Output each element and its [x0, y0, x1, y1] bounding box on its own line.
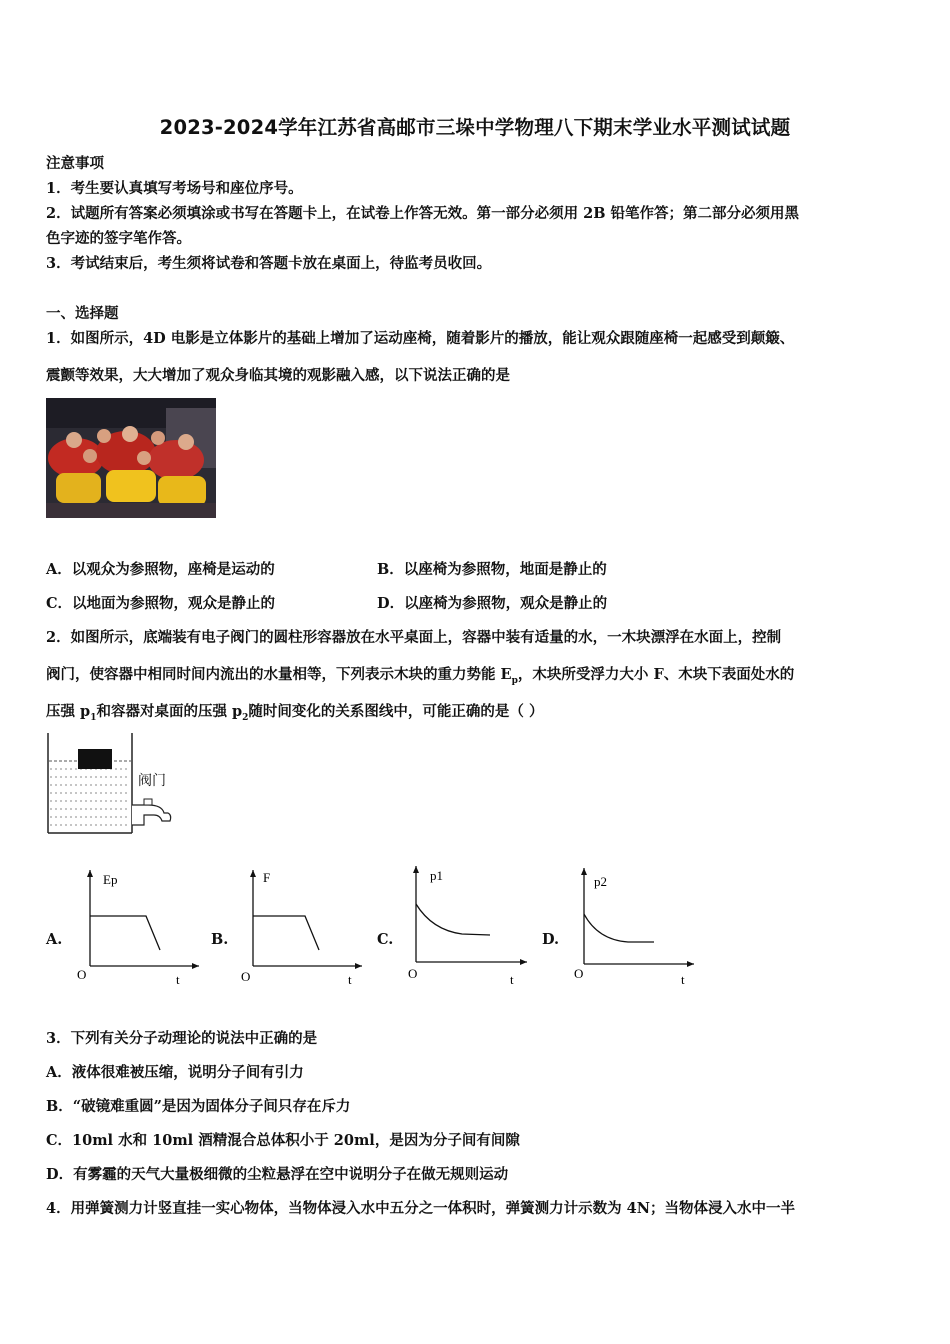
- q3-option-a: A．液体很难被压缩，说明分子间有引力: [46, 1064, 304, 1081]
- notice-item: 1．考生要认真填写考场号和座位序号。: [46, 180, 303, 197]
- q1-option-b: B．以座椅为参照物，地面是静止的: [377, 561, 607, 578]
- q3-option-c: C．10ml 水和 10ml 酒精混合总体积小于 20ml，是因为分子间有间隙: [46, 1132, 520, 1149]
- q1-option-c: C．以地面为参照物，观众是静止的: [46, 595, 276, 612]
- graph-c-ylabel: p1: [430, 868, 443, 883]
- q3-option-b: B．“破镜难重圆”是因为固体分子间只存在斥力: [46, 1098, 351, 1115]
- q1-stem-line2: 震颤等效果，大大增加了观众身临其境的观影融入感，以下说法正确的是: [46, 367, 510, 384]
- subscript: 2: [242, 712, 249, 723]
- q1-option-d: D．以座椅为参照物，观众是静止的: [377, 595, 608, 612]
- graph-b-letter: B.: [211, 931, 229, 948]
- section-heading: 一、选择题: [46, 305, 119, 322]
- q2-stem-text: 压强 p: [46, 703, 91, 720]
- page-title: 2023-2024学年江苏省高邮市三垛中学物理八下期末学业水平测试试题: [159, 116, 791, 139]
- q2-stem-line3: [46, 700, 543, 723]
- q3-option-d: D．有雾霾的天气大量极细微的尘粒悬浮在空中说明分子在做无规则运动: [46, 1166, 509, 1183]
- graph-b-origin: O: [241, 969, 251, 984]
- graph-a-xlabel: t: [176, 972, 180, 987]
- q3-stem: 3．下列有关分子动理论的说法中正确的是: [46, 1030, 318, 1047]
- graph-d-xlabel: t: [681, 972, 685, 987]
- notice-item: 2．试题所有答案必须填涂或书写在答题卡上，在试卷上作答无效。第一部分必须用 2B 铅笔作答；第二部分必须用黑: [46, 205, 800, 222]
- q2-stem-line1: 2．如图所示，底端装有电子阀门的圆柱形容器放在水平桌面上，容器中装有适量的水，一木块漂浮在水面上，控制: [46, 629, 782, 646]
- graph-d-origin: O: [574, 966, 584, 981]
- graph-c: [402, 862, 532, 987]
- graph-c-origin: O: [408, 966, 418, 981]
- q2-stem-text: 阀门，使容器中相同时间内流出的水量相等，下列表示木块的重力势能 E: [46, 666, 512, 683]
- valve-label: 阀门: [138, 773, 166, 789]
- graph-c-xlabel: t: [510, 972, 514, 987]
- graph-a-ylabel: Ep: [103, 872, 118, 887]
- q2-stem-text: 和容器对桌面的压强 p: [96, 703, 243, 720]
- q2-stem-text: 随时间变化的关系图线中，可能正确的是（ ）: [248, 703, 544, 720]
- graph-d-ylabel: p2: [594, 874, 607, 889]
- notice-heading: 注意事项: [46, 155, 104, 172]
- graph-a-letter: A.: [46, 931, 63, 948]
- graph-a: [74, 866, 204, 991]
- subscript: p: [511, 675, 518, 686]
- q1-stem-line1: 1．如图所示，4D 电影是立体影片的基础上增加了运动座椅，随着影片的播放，能让观众跟随座椅一起感受到颠簸、: [46, 330, 795, 347]
- q4-stem-line1: 4．用弹簧测力计竖直挂一实心物体，当物体浸入水中五分之一体积时，弹簧测力计示数为 4N；当物体浸入水中一半: [46, 1200, 795, 1217]
- graph-b-xlabel: t: [348, 972, 352, 987]
- graph-b: [237, 866, 367, 991]
- graph-a-origin: O: [77, 967, 87, 982]
- graph-c-letter: C.: [377, 931, 394, 948]
- q2-stem-text: ，木块所受浮力大小 F、木块下表面处水的: [517, 666, 795, 683]
- graph-d: [570, 864, 700, 989]
- graph-d-letter: D.: [542, 931, 560, 948]
- q2-stem-line2: [46, 663, 794, 686]
- cinema-photo: [46, 398, 216, 518]
- notice-item: 3．考试结束后，考生须将试卷和答题卡放在桌面上，待监考员收回。: [46, 255, 492, 272]
- subscript: 1: [90, 712, 97, 723]
- q1-option-a: A．以观众为参照物，座椅是运动的: [46, 561, 275, 578]
- notice-item: 色字迹的签字笔作答。: [46, 230, 191, 247]
- graph-b-ylabel: F: [263, 870, 271, 885]
